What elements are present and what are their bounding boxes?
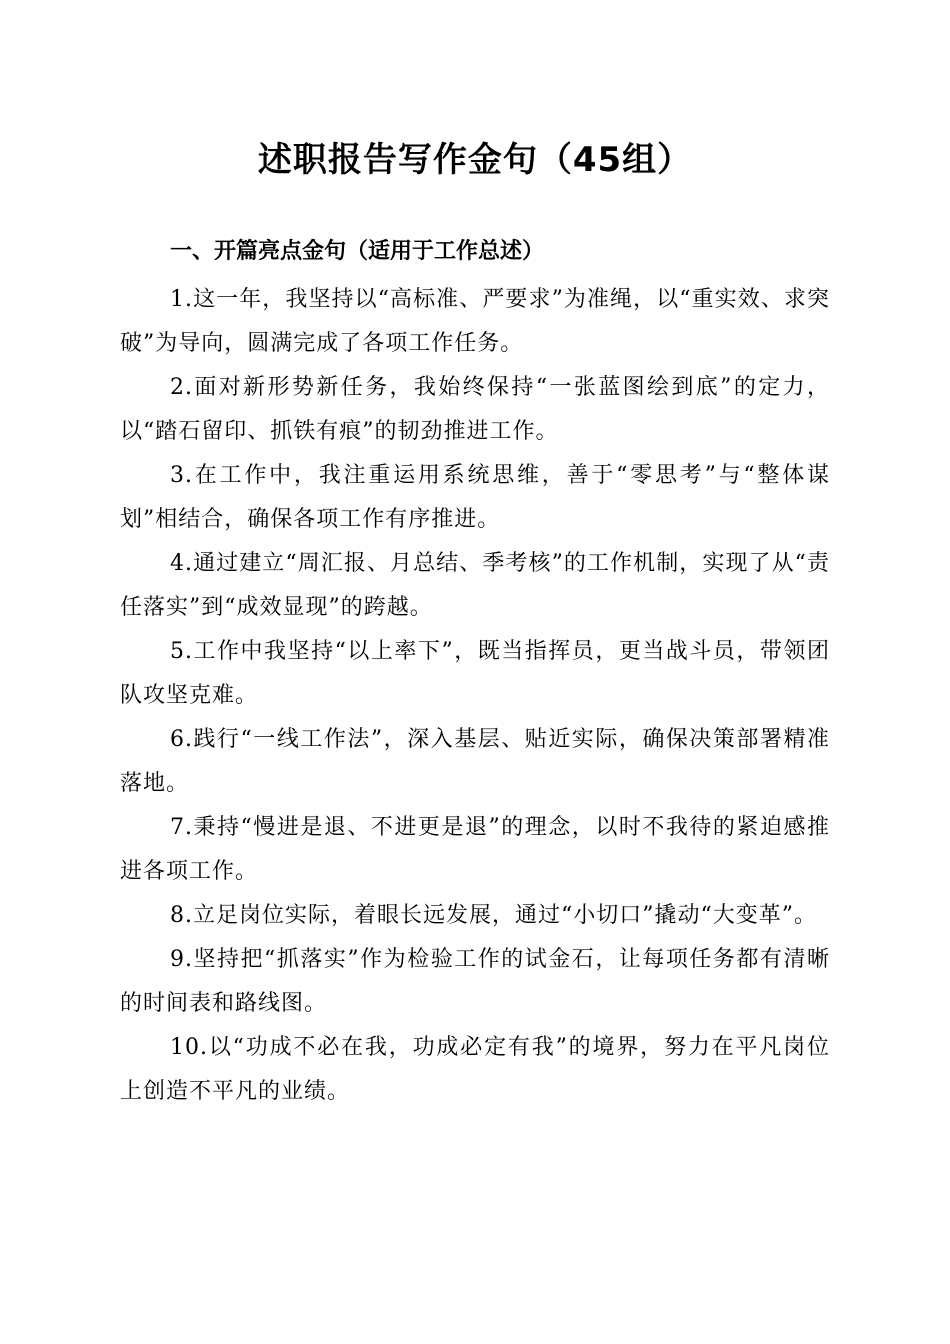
list-item: 5.工作中我坚持“以上率下”，既当指挥员，更当战斗员，带领团队攻坚克难。 bbox=[120, 639, 830, 708]
list-item: 7.秉持“慢进是退、不进更是退”的理念，以时不我待的紧迫感推进各项工作。 bbox=[120, 815, 830, 884]
list-item: 3.在工作中，我注重运用系统思维，善于“零思考”与“整体谋划”相结合，确保各项工作有序推进。 bbox=[120, 463, 830, 532]
list-item: 2.面对新形势新任务，我始终保持“一张蓝图绘到底”的定力，以“踏石留印、抓铁有痕”的韧劲推进工作。 bbox=[120, 375, 830, 444]
list-item: 9.坚持把“抓落实”作为检验工作的试金石，让每项任务都有清晰的时间表和路线图。 bbox=[120, 947, 830, 1016]
list-item: 8.立足岗位实际，着眼长远发展，通过“小切口”撬动“大变革”。 bbox=[170, 903, 817, 928]
list-item: 1.这一年，我坚持以“高标准、严要求”为准绳，以“重实效、求突破”为导向，圆满完成了各项工作任务。 bbox=[120, 287, 830, 356]
list-item: 4.通过建立“周汇报、月总结、季考核”的工作机制，实现了从“责任落实”到“成效显现”的跨越。 bbox=[120, 551, 830, 620]
document-title: 述职报告写作金句（45组） bbox=[257, 140, 693, 180]
list-item: 6.践行“一线工作法”，深入基层、贴近实际，确保决策部署精准落地。 bbox=[120, 727, 830, 796]
section-heading: 一、开篇亮点金句（适用于工作总述） bbox=[170, 239, 545, 264]
section-item-list bbox=[120, 278, 830, 1114]
list-item: 10.以“功成不必在我，功成必定有我”的境界，努力在平凡岗位上创造不平凡的业绩。 bbox=[120, 1035, 830, 1104]
